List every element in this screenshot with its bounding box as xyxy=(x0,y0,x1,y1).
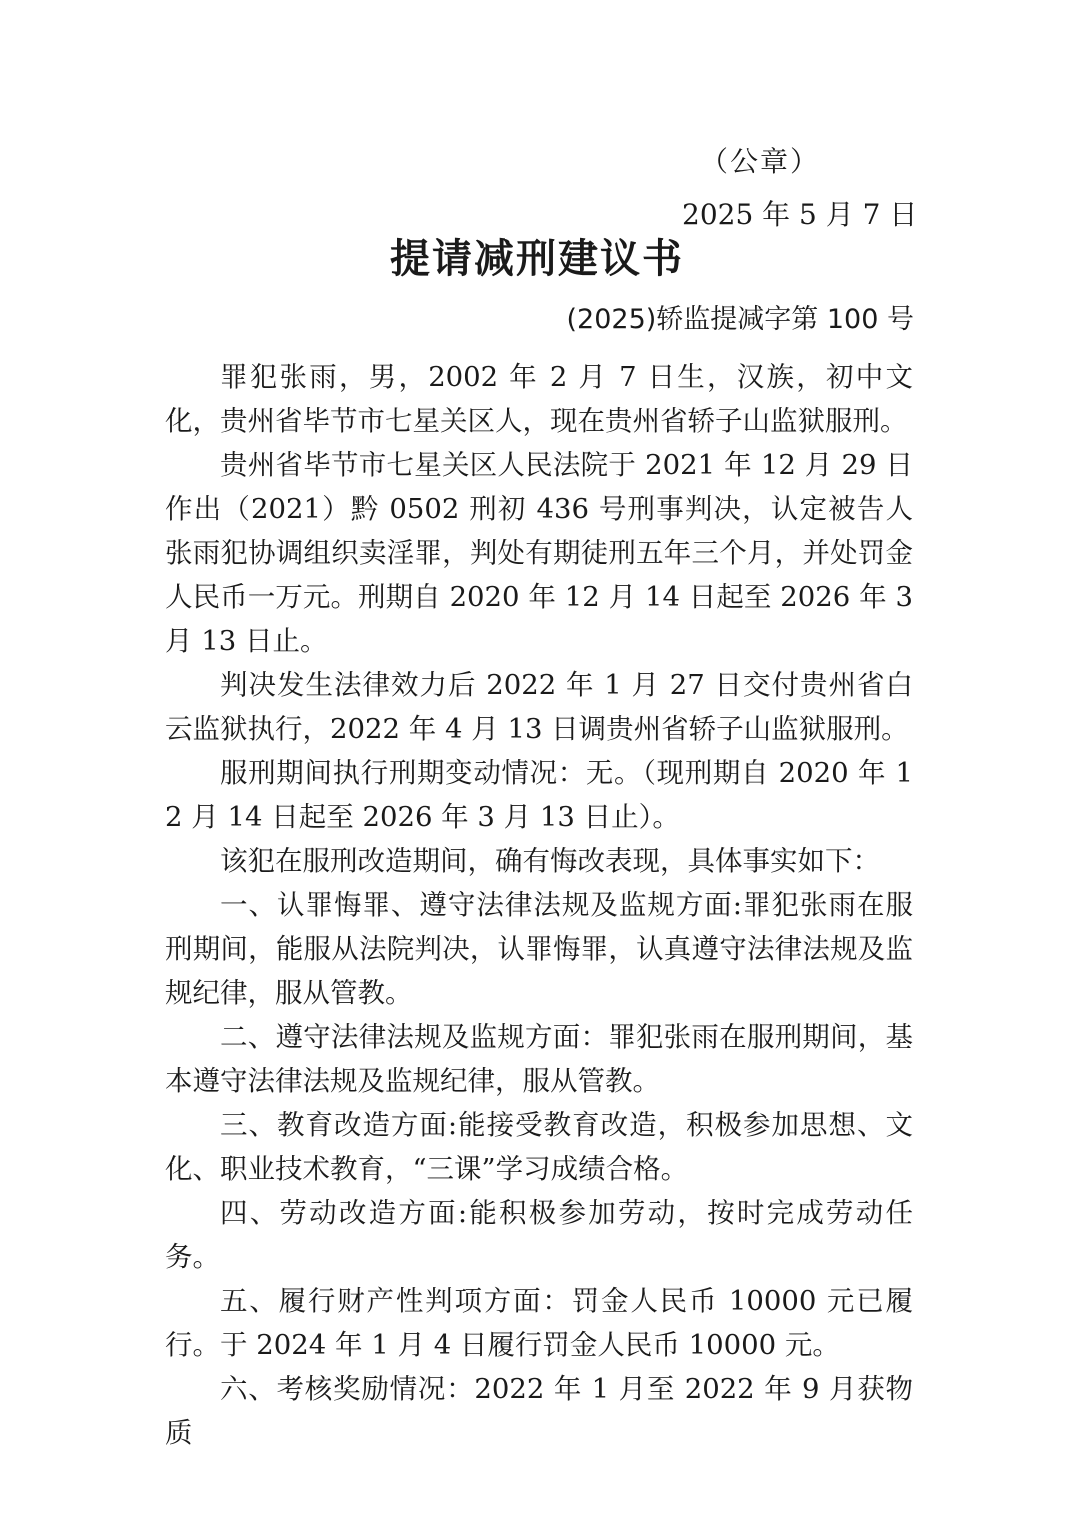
document-body xyxy=(165,355,913,1455)
paragraph-facts-intro: 该犯在服刑改造期间，确有悔改表现，具体事实如下： xyxy=(220,845,880,877)
paragraph-transfer: 判决发生法律效力后 2022 年 1 月 27 日交付贵州省白云监狱执行，2022 年 4 月 13 日调贵州省轿子山监狱服刑。 xyxy=(165,669,913,745)
paragraph-item-4: 四、劳动改造方面:能积极参加劳动，按时完成劳动任务。 xyxy=(165,1197,913,1273)
document-title: 提请减刑建议书 xyxy=(390,235,684,282)
paragraph-item-2: 二、遵守法律法规及监规方面：罪犯张雨在服刑期间，基本遵守法律法规及监规纪律，服从管教。 xyxy=(165,1021,913,1097)
paragraph-judgment: 贵州省毕节市七星关区人民法院于 2021 年 12 月 29 日作出（2021）黔 0502 刑初 436 号刑事判决，认定被告人张雨犯协调组织卖淫罪，判处有期徒刑五年三个月，并处罚金人民币一万元。刑期自 2020 年 12 月 14 日起至 2026 年 3 月 13 日止。 xyxy=(165,449,913,657)
official-seal-label: （公章） xyxy=(700,145,821,178)
paragraph-sentence-changes: 服刑期间执行刑期变动情况：无。（现刑期自 2020 年 12 月 14 日起至 2026 年 3 月 13 日止）。 xyxy=(165,757,913,833)
document-number: (2025)轿监提减字第 100 号 xyxy=(566,304,914,335)
paragraph-item-1: 一、认罪悔罪、遵守法律法规及监规方面:罪犯张雨在服刑期间，能服从法院判决，认罪悔罪，认真遵守法律法规及监规纪律，服从管教。 xyxy=(165,889,913,1009)
document-date: 2025 年 5 月 7 日 xyxy=(682,198,918,231)
paragraph-item-5: 五、履行财产性判项方面：罚金人民币 10000 元已履行。于 2024 年 1 月 4 日履行罚金人民币 10000 元。 xyxy=(165,1285,913,1361)
paragraph-item-3: 三、教育改造方面:能接受教育改造，积极参加思想、文化、职业技术教育，“三课”学习成绩合格。 xyxy=(165,1109,913,1185)
paragraph-item-6: 六、考核奖励情况：2022 年 1 月至 2022 年 9 月获物质 xyxy=(165,1373,913,1449)
paragraph-personal-info: 罪犯张雨，男，2002 年 2 月 7 日生，汉族，初中文化，贵州省毕节市七星关区人，现在贵州省轿子山监狱服刑。 xyxy=(165,361,913,437)
